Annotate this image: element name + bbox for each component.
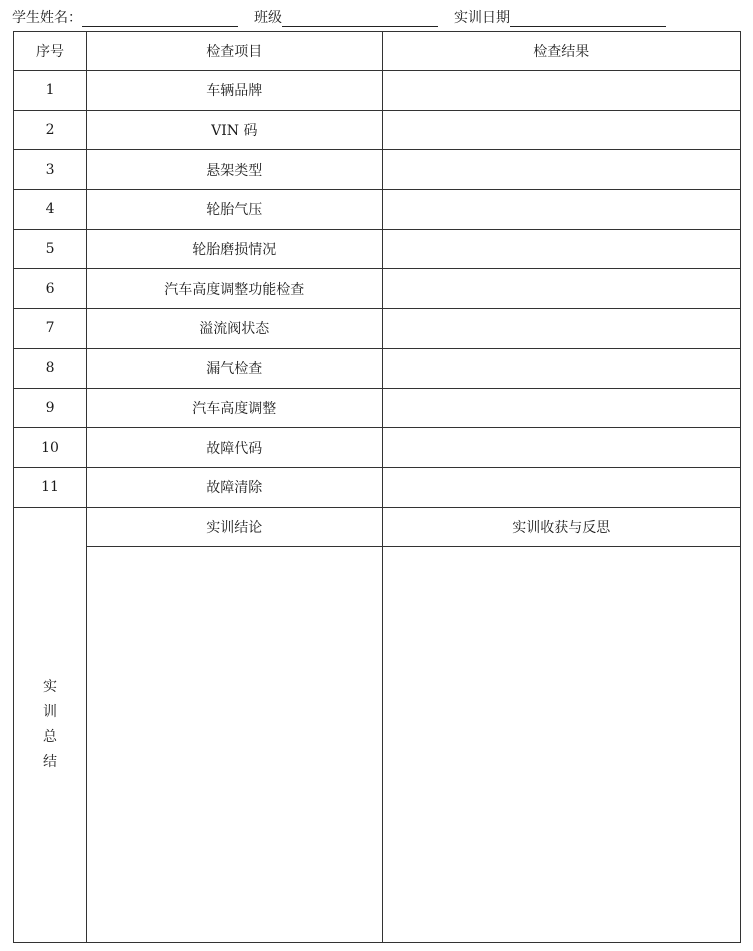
table-row bbox=[14, 110, 741, 150]
date-input-line[interactable] bbox=[510, 10, 666, 27]
class-field bbox=[254, 7, 438, 27]
row-no: 10 bbox=[14, 428, 87, 468]
row-result-cell[interactable] bbox=[382, 71, 741, 111]
row-no: 7 bbox=[14, 309, 87, 349]
row-item: 车辆品牌 bbox=[87, 71, 382, 111]
row-result-cell[interactable] bbox=[382, 229, 741, 269]
header-no: 序号 bbox=[14, 32, 87, 71]
summary-label bbox=[14, 507, 87, 943]
table-row bbox=[14, 190, 741, 230]
reflection-area[interactable] bbox=[382, 547, 741, 943]
table-row bbox=[14, 428, 741, 468]
row-item: 汽车高度调整功能检查 bbox=[87, 269, 382, 309]
student-name-input-line[interactable] bbox=[82, 10, 238, 27]
row-item: 故障代码 bbox=[87, 428, 382, 468]
table-row bbox=[14, 309, 741, 349]
row-result-cell[interactable] bbox=[382, 269, 741, 309]
row-item: 漏气检查 bbox=[87, 348, 382, 388]
form-header bbox=[12, 5, 742, 27]
row-item: 轮胎磨损情况 bbox=[87, 229, 382, 269]
summary-header-row bbox=[14, 507, 741, 547]
row-no: 2 bbox=[14, 110, 87, 150]
row-result-cell[interactable] bbox=[382, 388, 741, 428]
row-no: 6 bbox=[14, 269, 87, 309]
row-item: 汽车高度调整 bbox=[87, 388, 382, 428]
row-result-cell[interactable] bbox=[382, 467, 741, 507]
table-row bbox=[14, 269, 741, 309]
row-result-cell[interactable] bbox=[382, 150, 741, 190]
class-input-line[interactable] bbox=[282, 10, 438, 27]
date-field bbox=[454, 7, 666, 27]
table-header-row bbox=[14, 32, 741, 71]
table-row bbox=[14, 150, 741, 190]
row-result-cell[interactable] bbox=[382, 190, 741, 230]
class-label: 班级 bbox=[254, 10, 282, 26]
reflection-label: 实训收获与反思 bbox=[382, 507, 741, 547]
date-label: 实训日期 bbox=[454, 10, 510, 26]
table-row bbox=[14, 388, 741, 428]
row-no: 8 bbox=[14, 348, 87, 388]
student-name-label: 学生姓名： bbox=[12, 10, 82, 26]
row-result-cell[interactable] bbox=[382, 428, 741, 468]
row-result-cell[interactable] bbox=[382, 348, 741, 388]
table-row bbox=[14, 348, 741, 388]
row-no: 3 bbox=[14, 150, 87, 190]
row-item: VIN 码 bbox=[87, 110, 382, 150]
summary-label-char: 实 bbox=[43, 678, 58, 695]
table-row bbox=[14, 467, 741, 507]
conclusion-label: 实训结论 bbox=[87, 507, 382, 547]
header-item: 检查项目 bbox=[87, 32, 382, 71]
row-result-cell[interactable] bbox=[382, 309, 741, 349]
conclusion-area[interactable] bbox=[87, 547, 382, 943]
row-no: 9 bbox=[14, 388, 87, 428]
row-item: 轮胎气压 bbox=[87, 190, 382, 230]
summary-label-char: 总 bbox=[43, 728, 58, 745]
row-result-cell[interactable] bbox=[382, 110, 741, 150]
row-no: 5 bbox=[14, 229, 87, 269]
row-no: 4 bbox=[14, 190, 87, 230]
inspection-table bbox=[13, 31, 741, 943]
row-no: 11 bbox=[14, 467, 87, 507]
row-no: 1 bbox=[14, 71, 87, 111]
table-row bbox=[14, 71, 741, 111]
summary-label-char: 结 bbox=[43, 753, 58, 770]
header-result: 检查结果 bbox=[382, 32, 741, 71]
row-item: 故障清除 bbox=[87, 467, 382, 507]
student-name-field bbox=[12, 7, 238, 27]
summary-label-char: 训 bbox=[43, 703, 58, 720]
summary-body-row bbox=[14, 547, 741, 943]
table-row bbox=[14, 229, 741, 269]
row-item: 悬架类型 bbox=[87, 150, 382, 190]
row-item: 溢流阀状态 bbox=[87, 309, 382, 349]
